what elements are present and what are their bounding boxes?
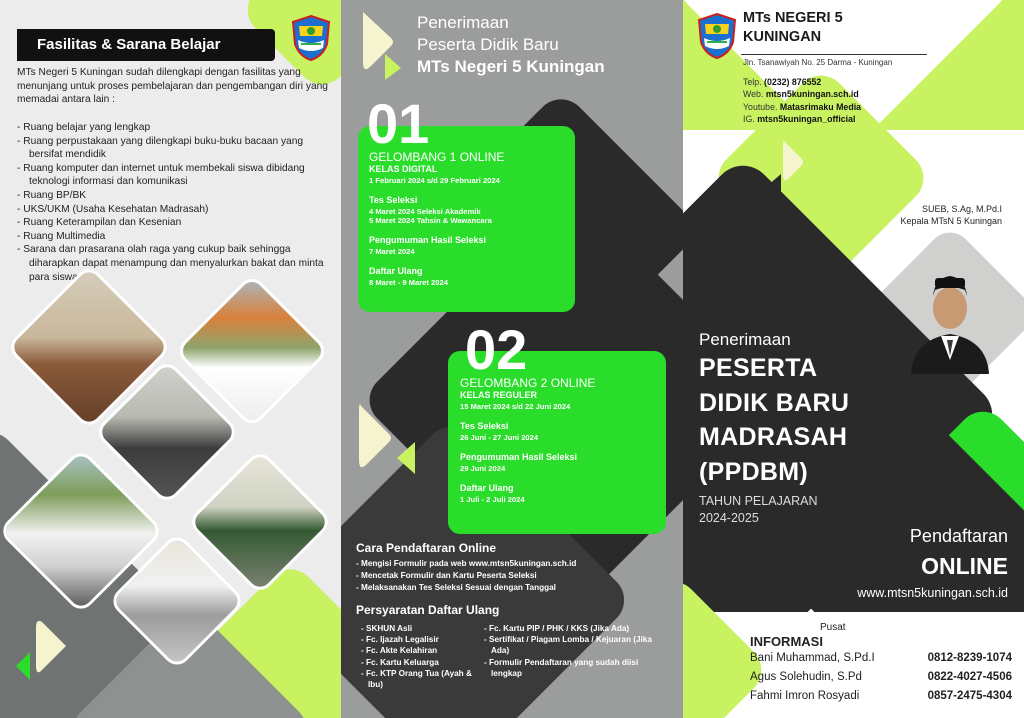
wave1-test-line1: 4 Maret 2024 Seleksi Akademik <box>369 207 481 216</box>
ig-link[interactable]: mtsn5kuningan_official <box>757 113 856 124</box>
list-item: - Fc. Kartu PIP / PHK / KKS (Jika Ada) <box>484 623 659 634</box>
list-item: - Ruang belajar yang lengkap <box>17 121 339 135</box>
list-item: - UKS/UKM (Usaha Kesehatan Madrasah) <box>17 203 339 217</box>
wave2-period: 15 Maret 2024 s/d 22 Juni 2024 <box>460 402 571 411</box>
list-item: - Fc. Ijazah Legalisir <box>361 634 473 645</box>
wave2-heading: GELOMBANG 2 ONLINE <box>460 376 596 390</box>
contact-row <box>750 649 1012 668</box>
brochure-title-line1: Penerimaan <box>417 13 509 32</box>
list-item: - Formulir Pendaftaran yang sudah diisi lengkap <box>484 657 659 679</box>
list-item: - Sarana dan prasarana olah raga yang cukup baik sehingga diharapkan dapat menampung dan menyalurkan bakat dan minta para siswa <box>17 243 339 284</box>
school-name-line1: MTs NEGERI 5 <box>743 10 843 26</box>
list-item: - Ruang perpustakaan yang dilengkapi buku-buku bacaan yang bersifat mendidik <box>17 135 339 162</box>
wave2-test-date: 26 Juni - 27 Juni 2024 <box>460 433 539 442</box>
list-item: - Melaksanakan Tes Seleksi Sesuai dengan Tanggal <box>356 582 576 594</box>
wave1-test-label: Tes Seleksi <box>369 195 418 205</box>
list-item: - Sertifikat / Piagam Lomba / Kejuaran (Jika Ada) <box>484 634 659 656</box>
cover-main-line2: DIDIK BARU <box>699 388 850 417</box>
cover-pre-title: Penerimaan <box>699 330 791 349</box>
principal-photo <box>891 256 1009 374</box>
academic-year <box>699 493 818 527</box>
school-name <box>743 9 843 47</box>
wave2-class: KELAS REGULER <box>460 390 538 400</box>
facilities-list <box>17 121 339 284</box>
web-label: Web. <box>743 89 764 100</box>
contact-name: Bani Muhammad, S.Pd.I <box>750 652 875 664</box>
wave1-heading: GELOMBANG 1 ONLINE <box>369 150 505 164</box>
cover-panel <box>683 0 1024 718</box>
web-link[interactable]: mtsn5kuningan.sch.id <box>765 89 859 100</box>
info-title: INFORMASI <box>750 634 823 649</box>
wave1-test-line2: 5 Maret 2024 Tahsin & Wawancara <box>369 216 492 225</box>
youtube-label: Youtube. <box>743 101 778 112</box>
school-name-line2: KUNINGAN <box>743 29 822 45</box>
wave1-class: KELAS DIGITAL <box>369 164 438 174</box>
madrasah-logo-icon <box>289 14 333 62</box>
website-link[interactable]: www.mtsn5kuningan.sch.id <box>857 586 1008 600</box>
howto-section <box>356 541 576 593</box>
list-item: - SKHUN Asli <box>361 623 473 634</box>
brochure-title-line2: Peserta Didik Baru <box>417 35 559 54</box>
wave1-reregister-label: Daftar Ulang <box>369 266 423 276</box>
brochure-title-line3: MTs Negeri 5 Kuningan <box>417 57 605 76</box>
principal-title: Kepala MTsN 5 Kuningan <box>900 215 1002 226</box>
contact-phone[interactable]: 0812-8239-1074 <box>927 652 1012 664</box>
info-pusat: Pusat <box>820 622 846 633</box>
contact-row <box>750 687 1012 706</box>
list-item: - Ruang Multimedia <box>17 230 339 244</box>
wave1-announce-label: Pengumuman Hasil Seleksi <box>369 235 487 245</box>
contact-name: Fahmi Imron Rosyadi <box>750 690 860 702</box>
howto-title: Cara Pendaftaran Online <box>356 541 497 555</box>
requirements-left <box>361 623 473 690</box>
youtube-link[interactable]: Matasrimaku Media <box>779 101 862 112</box>
wave2-test-label: Tes Seleksi <box>460 421 509 431</box>
cover-main-line3: MADRASAH <box>699 423 848 451</box>
facilities-intro: MTs Negeri 5 Kuningan sudah dilengkapi dengan fasilitas yang menunjang untuk proses pembelajaran dan pengembangan diri yang memadai antara lain : <box>17 67 328 106</box>
chevron-decor-icon <box>353 398 427 490</box>
wave1-announce-date: 7 Maret 2024 <box>369 247 415 256</box>
brochure-title <box>417 12 605 78</box>
pendaftaran-label: Pendaftaran <box>909 526 1008 546</box>
telp-value: (0232) 876552 <box>764 77 822 87</box>
cover-main-line1: PESERTA <box>699 354 818 382</box>
requirements-right <box>484 623 659 679</box>
year-value: 2024-2025 <box>699 511 759 525</box>
wave2-number: 02 <box>465 318 528 381</box>
chevron-decor-icon <box>355 10 403 80</box>
online-registration <box>857 526 1008 600</box>
info-contacts <box>750 622 1012 706</box>
contact-phone[interactable]: 0857-2475-4304 <box>927 690 1012 702</box>
wave1-reregister-date: 8 Maret - 9 Maret 2024 <box>369 278 448 287</box>
registration-panel <box>341 0 683 718</box>
list-item: - Ruang komputer dan internet untuk membekali siswa dibidang teknologi informasi dan komunikasi <box>17 162 339 189</box>
year-label: TAHUN PELAJARAN <box>699 494 818 508</box>
list-item: - Fc. Kartu Keluarga <box>361 657 473 668</box>
wave1-period: 1 Februari 2024 s/d 29 Februari 2024 <box>369 176 500 185</box>
list-item: - Mencetak Formulir dan Kartu Peserta Seleksi <box>356 570 576 582</box>
cover-main-title <box>699 351 849 489</box>
school-address: Jln. Tsanawiyah No. 25 Darma - Kuningan <box>743 58 893 67</box>
list-item: - Ruang BP/BK <box>17 189 339 203</box>
chevron-decor-icon <box>765 140 805 204</box>
requirements-title: Persyaratan Daftar Ulang <box>356 603 500 617</box>
principal-name: SUEB, S.Ag, M.Pd.I <box>921 204 1002 214</box>
wave2-announce-date: 29 Juni 2024 <box>460 464 506 473</box>
facilities-panel <box>0 0 341 718</box>
online-label: ONLINE <box>921 553 1008 579</box>
madrasah-logo-icon <box>695 12 739 60</box>
list-item: - Fc. KTP Orang Tua (Ayah & Ibu) <box>361 668 473 690</box>
wave2-reregister-label: Daftar Ulang <box>460 483 514 493</box>
telp-label: Telp. <box>743 77 762 87</box>
contact-phone[interactable]: 0822-4027-4506 <box>927 671 1012 683</box>
header-divider <box>741 54 927 55</box>
contact-name: Agus Solehudin, S.Pd <box>750 671 862 683</box>
school-contact <box>743 76 861 125</box>
cover-main-line4: (PPDBM) <box>699 457 809 486</box>
wave1-number: 01 <box>367 92 430 155</box>
wave2-announce-label: Pengumuman Hasil Seleksi <box>460 452 578 462</box>
contact-row <box>750 668 1012 687</box>
wave2-reregister-date: 1 Juli - 2 Juli 2024 <box>460 495 525 504</box>
chevron-decor-icon <box>12 618 70 698</box>
list-item: - Mengisi Formulir pada web www.mtsn5kuningan.sch.id <box>356 558 576 570</box>
list-item: - Ruang Keterampilan dan Kesenian <box>17 216 339 230</box>
principal-caption <box>900 204 1002 227</box>
list-item: - Fc. Akte Kelahiran <box>361 645 473 656</box>
facilities-title: Fasilitas & Sarana Belajar <box>17 29 275 61</box>
ig-label: IG. <box>743 113 755 124</box>
